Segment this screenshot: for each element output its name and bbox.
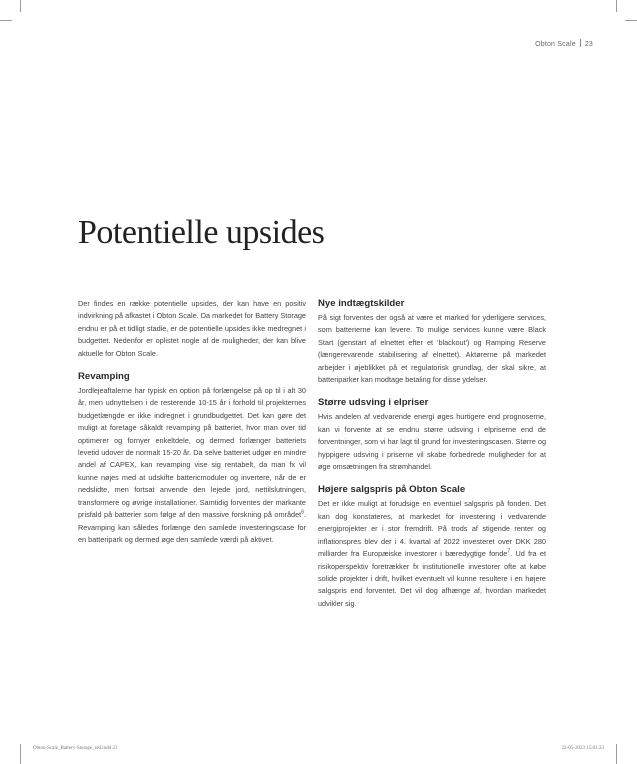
section-text-price-volatility: Hvis andelen af vedvarende energi øges hurtigere end prognoserne, kan vi forvente at se endnu større udsving i elpriserne end de forventninger, som vi har lagt til grund for investeringscasen. Større og hyppigere udsving i priserne vil skabe forbedrede muligheder for at øge omsætningen fra strømhandel. (318, 412, 546, 472)
intro-paragraph: Der findes en række potentielle upsides, der kan have en positiv indvirkning på afkastet i Obton Scale. Da markedet for Battery Storage endnu er på et tidligt stadie, er de potentielle upsides ikke medregnet i budgettet. Nedenfor er oplistet nogle af de muligheder, der kan blive aktuelle for Obton Scale. (78, 299, 306, 358)
footnote-marker: 6 (301, 509, 304, 516)
crop-mark (616, 744, 617, 764)
header-page-number: 23 (584, 41, 593, 48)
page-header (535, 39, 593, 48)
left-column (78, 298, 306, 557)
right-column (318, 298, 546, 621)
section-text-new-revenue: På sigt forventes der også at være et marked for yderligere services, som batterierne kan levere. To mulige services kunne være Black Start (genstart af elnettet efter et 'blackout') og Ramping Reserve (længerevarende stabilisering af elnettet). Aktørerne på markedet arbejder i øjeblikket på et regulatorisk grundlag, der skal sikre, at batteriparker kan modtage betaling for disse ydelser. (318, 313, 546, 385)
header-separator (580, 39, 581, 47)
crop-mark (20, 744, 21, 764)
section-heading-new-revenue: Nye indtægtskilder (318, 298, 405, 309)
header-company: Obton Scale (535, 41, 576, 48)
section-text-revamping: Jordlejeaftalerne har typisk en option på forlængelse på op til i alt 30 år, men udnyttelsen i de resterende 10-15 år i forhold til projekternes budgetlængde er ikke indregnet i grundbudgettet. Det kan gøre det muligt at foretage såkaldt revamping på batteriet, hvor man over tid optimerer og fornyer enkeltdele, og dermed forlænger batteriets levetid udover de normalt 15-20 år. Da selve batteriet udgør en mindre andel af CAPEX, kan revamping vise sig rentabelt, da man fx vil kunne nøjes med at udskifte battericmoduler og invertere, når de er nedslidte, men fortsat anvende den lejede jord, nettilslutningen, transformere og øvrige installationer. Samtidig forventes der markante prisfald på batterier som følge af den massive forskning på området$^6$. Revamping kan således forlænge den samlede investeringscase for en batteripark og dermed øge den samlede værdi på aktivet. (78, 386, 306, 544)
section-heading-price-volatility: Større udsving i elpriser (318, 397, 429, 409)
crop-mark (625, 20, 637, 21)
crop-mark (616, 0, 617, 12)
crop-mark (20, 0, 21, 12)
section-text-higher-sale-price: Det er ikke muligt at forudsige en eventuel salgspris på fonden. Det kan dog konstateres, at markedet for investering i vedvarende energiprojekter er i stor fremdrift. På trods af stigende renter og inflationspres blev der i 4. kvartal af 2022 investeret over DKK 280 milliarder fra Europæiske investorer i bæredygtige fonde$^7$. Ud fra et risikoperspektiv foretrækker fx institutionelle investorer ofte at købe solide projekter i drift, hvilket eventuelt vil kunne resultere i en højere salgspris end forventet. Det vil dog afhænge af, hvordan markedet udvikler sig. (318, 499, 546, 608)
section-heading-higher-sale-price: Højere salgspris på Obton Scale (318, 484, 466, 496)
footnote-marker: 7 (507, 548, 511, 555)
crop-mark (0, 20, 12, 21)
footer-file: Obton-Scale_Battery-Storage_red.indd 23 (33, 746, 118, 751)
footer-timestamp: 22-05-2023 15:01:23 (561, 746, 604, 751)
section-heading-revamping: Revamping (78, 371, 130, 383)
page-title: Potentielle upsides (78, 214, 325, 251)
